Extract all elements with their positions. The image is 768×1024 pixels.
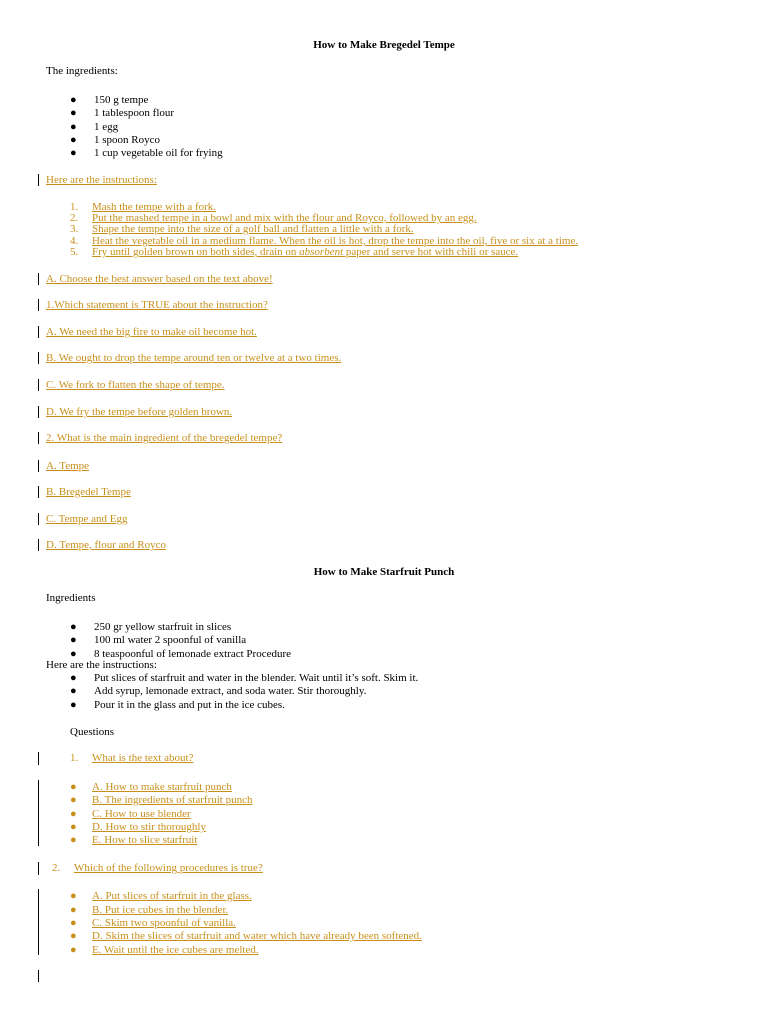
bullet-icon: ●	[70, 794, 77, 806]
list-item-text: 1 spoon Royco	[94, 134, 160, 146]
change-bar	[38, 486, 39, 498]
change-bar	[38, 752, 39, 765]
bullet-icon: ●	[70, 904, 77, 916]
change-bar	[38, 174, 39, 186]
step-text: Heat the vegetable oil in a medium flame. When the oil is hot, drop the tempe into the oil, five or six at a time.	[92, 235, 579, 247]
answer-option	[70, 808, 191, 821]
section-a-instruction: A. Choose the best answer based on the text above!	[46, 273, 273, 285]
bullet-icon: ●	[70, 808, 77, 820]
change-bar	[38, 460, 39, 472]
bullet-icon: ●	[70, 834, 77, 846]
answer-option	[70, 890, 252, 903]
bullet-icon: ●	[70, 781, 77, 793]
list-item	[70, 121, 118, 134]
answer-option: B. Bregedel Tempe	[46, 486, 131, 498]
answer-option-text: D. How to stir thoroughly	[92, 821, 206, 833]
answer-option	[70, 834, 197, 847]
step-text: Shape the tempe into the size of a golf ball and flatten a little with a fork.	[92, 223, 414, 235]
bullet-icon: ●	[70, 890, 77, 902]
list-item	[70, 672, 418, 685]
change-bar	[38, 889, 39, 955]
bullet-icon: ●	[70, 107, 77, 119]
list-item	[70, 685, 366, 698]
bullet-icon: ●	[70, 648, 77, 660]
list-item	[70, 107, 174, 120]
doc1-title: How to Make Bregedel Tempe	[313, 39, 455, 51]
bullet-icon: ●	[70, 930, 77, 942]
answer-option-text: A. Put slices of starfruit in the glass.	[92, 890, 252, 902]
answer-option	[70, 821, 206, 834]
doc2-question-1	[70, 752, 193, 765]
doc2-instructions-label: Here are the instructions:	[46, 659, 157, 671]
doc2-question-2	[52, 862, 263, 875]
change-bar	[38, 970, 39, 982]
change-bar	[38, 299, 39, 311]
bullet-icon: ●	[70, 672, 77, 684]
list-item-text: 8 teaspoonful of lemonade extract Procedure	[94, 648, 292, 660]
question-number: 2.	[52, 862, 61, 874]
bullet-icon: ●	[70, 121, 77, 133]
doc2-ingredients-label: Ingredients	[46, 592, 96, 604]
answer-option	[70, 917, 236, 930]
list-item-text: 1 tablespoon flour	[94, 107, 175, 119]
change-bar	[38, 379, 39, 391]
list-item-text: Pour it in the glass and put in the ice cubes.	[94, 699, 285, 711]
bullet-icon: ●	[70, 134, 77, 146]
list-item-text: 1 egg	[94, 121, 119, 133]
change-bar	[38, 326, 39, 338]
answer-option	[70, 904, 228, 917]
list-item-text: Put slices of starfruit and water in the blender. Wait until it’s soft. Skim it.	[94, 672, 419, 684]
answer-option: D. We fry the tempe before golden brown.	[46, 406, 233, 418]
answer-option-text: C. How to use blender	[92, 808, 191, 820]
answer-option: D. Tempe, flour and Royco	[46, 539, 167, 551]
answer-option	[70, 781, 232, 794]
list-item-text: 250 gr yellow starfruit in slices	[94, 621, 232, 633]
bullet-icon: ●	[70, 94, 77, 106]
doc1-question-2: 2. What is the main ingredient of the bregedel tempe?	[46, 432, 283, 444]
answer-option-text: D. Skim the slices of starfruit and water which have already been softened.	[92, 930, 422, 942]
step-text: Put the mashed tempe in a bowl and mix with the flour and Royco, followed by an egg.	[92, 212, 477, 224]
step-number: 2.	[70, 212, 79, 224]
step-number: 4.	[70, 235, 79, 247]
bullet-icon: ●	[70, 147, 77, 159]
answer-option-text: C. Skim two spoonful of vanilla.	[92, 917, 236, 929]
change-bar	[38, 862, 39, 875]
list-item-text: Add syrup, lemonade extract, and soda water. Stir thoroughly.	[94, 685, 367, 697]
questions-heading: Questions	[70, 726, 114, 738]
answer-option: A. Tempe	[46, 460, 90, 472]
answer-option-text: B. Put ice cubes in the blender.	[92, 904, 229, 916]
answer-option: C. Tempe and Egg	[46, 513, 128, 525]
question-text: What is the text about?	[92, 752, 194, 764]
bullet-icon: ●	[70, 821, 77, 833]
step-number: 1.	[70, 201, 79, 213]
step-text: paper and serve hot with chili or sauce.	[343, 246, 519, 258]
answer-option: B. We ought to drop the tempe around ten or twelve at a two times.	[46, 352, 342, 364]
change-bar	[38, 273, 39, 285]
doc2-title: How to Make Starfruit Punch	[313, 566, 455, 578]
answer-option-text: A. How to make starfruit punch	[92, 781, 232, 793]
step-text-emphasis: absorbent	[299, 246, 344, 258]
bullet-icon: ●	[70, 621, 77, 633]
answer-option	[70, 794, 252, 807]
list-item	[70, 134, 160, 147]
answer-option	[70, 930, 422, 943]
change-bar	[38, 352, 39, 364]
bullet-icon: ●	[70, 685, 77, 697]
list-item	[70, 147, 223, 160]
bullet-icon: ●	[70, 634, 77, 646]
change-bar	[38, 513, 39, 525]
list-item	[70, 634, 246, 647]
change-bar	[38, 780, 39, 846]
list-item	[70, 699, 285, 712]
list-item	[70, 621, 231, 634]
change-bar	[38, 539, 39, 551]
question-number: 1.	[70, 752, 79, 764]
step-text: Mash the tempe with a fork.	[92, 201, 217, 213]
answer-option-text: B. The ingredients of starfruit punch	[92, 794, 253, 806]
change-bar	[38, 406, 39, 418]
bullet-icon: ●	[70, 917, 77, 929]
answer-option: C. We fork to flatten the shape of tempe.	[46, 379, 225, 391]
bullet-icon: ●	[70, 699, 77, 711]
list-item	[70, 246, 518, 259]
doc1-instructions-label: Here are the instructions:	[46, 174, 157, 186]
doc1-ingredients-label: The ingredients:	[46, 65, 118, 77]
step-number: 3.	[70, 223, 79, 235]
answer-option-text: E. How to slice starfruit	[92, 834, 198, 846]
question-text: Which of the following procedures is true?	[74, 862, 263, 874]
answer-option	[70, 944, 259, 957]
list-item	[70, 94, 148, 107]
list-item-text: 1 cup vegetable oil for frying	[94, 147, 223, 159]
change-bar	[38, 432, 39, 444]
step-text: Fry until golden brown on both sides, drain on	[92, 246, 300, 258]
list-item-text: 150 g tempe	[94, 94, 149, 106]
answer-option-text: E. Wait until the ice cubes are melted.	[92, 944, 259, 956]
bullet-icon: ●	[70, 944, 77, 956]
answer-option: A. We need the big fire to make oil become hot.	[46, 326, 257, 338]
step-number: 5.	[70, 246, 79, 258]
list-item-text: 100 ml water 2 spoonful of vanilla	[94, 634, 247, 646]
doc1-question-1: 1.Which statement is TRUE about the instruction?	[46, 299, 268, 311]
